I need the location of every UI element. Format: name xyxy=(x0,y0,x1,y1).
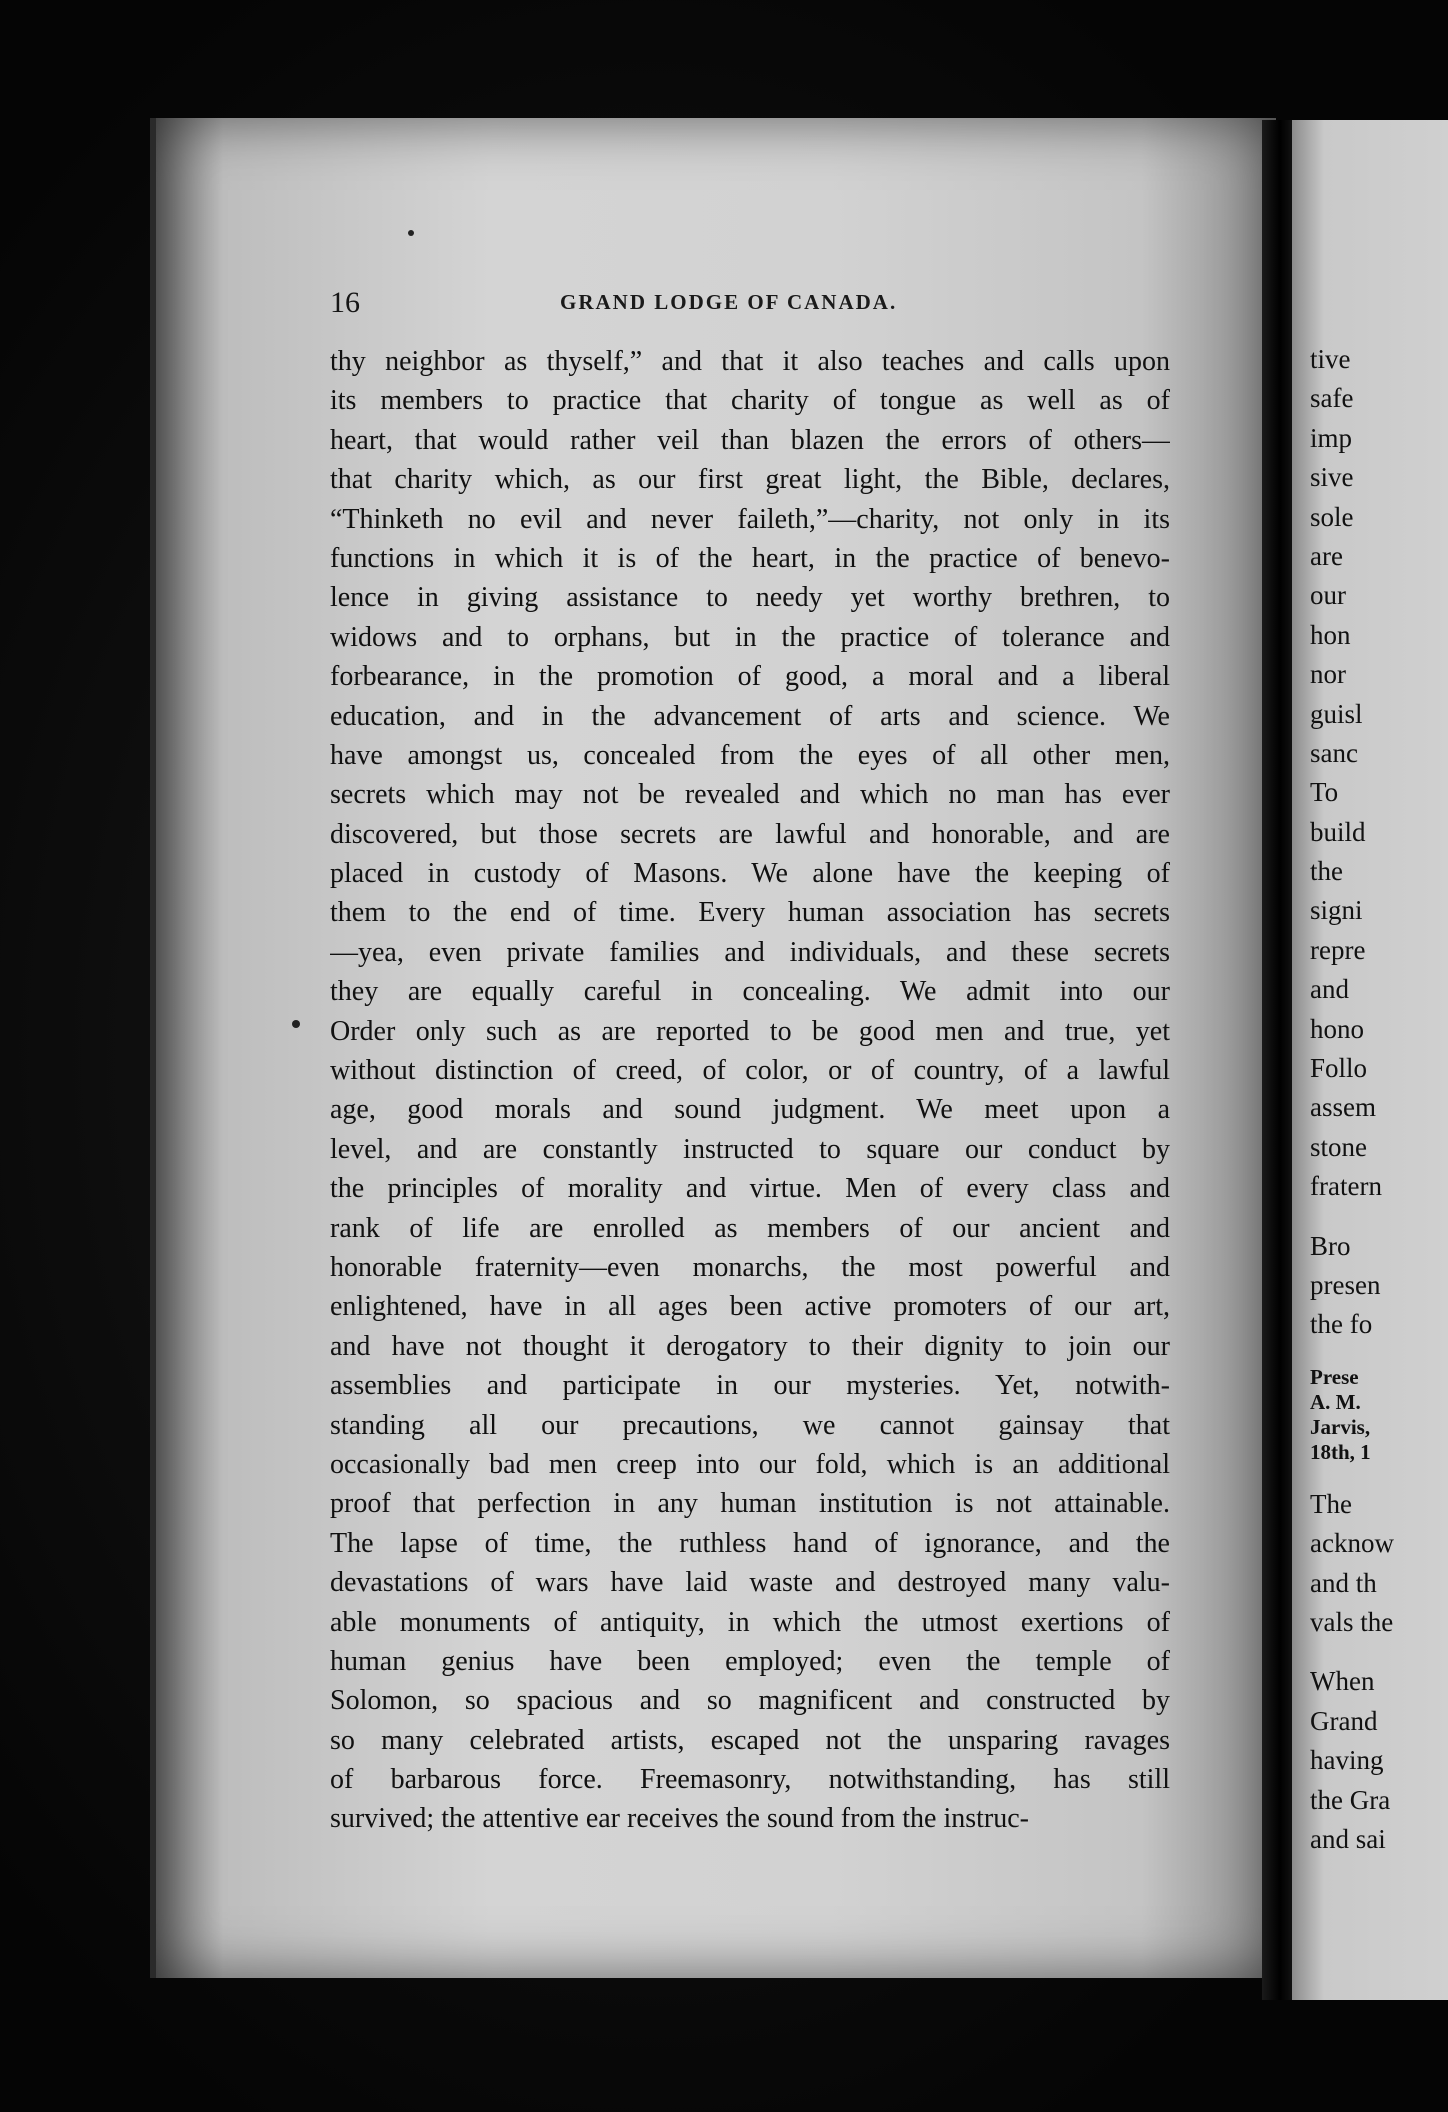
text-line: them to the end of time. Every human association has secrets xyxy=(330,897,1170,929)
right-page-line: safe xyxy=(1310,383,1354,414)
text-line: have amongst us, concealed from the eyes of all other men, xyxy=(330,739,1170,771)
text-line: rank of life are enrolled as members of our ancient and xyxy=(330,1212,1170,1244)
text-line: the principles of morality and virtue. Men of every class and xyxy=(330,1173,1170,1205)
right-page-line: 18th, 1 xyxy=(1310,1439,1371,1464)
right-page-line: assem xyxy=(1310,1092,1376,1123)
text-line: enlightened, have in all ages been active promoters of our art, xyxy=(330,1291,1170,1323)
right-page-line: signi xyxy=(1310,895,1363,926)
right-page-line: stone xyxy=(1310,1131,1367,1162)
text-line: able monuments of antiquity, in which the utmost exertions of xyxy=(330,1606,1170,1638)
text-line: widows and to orphans, but in the practice of tolerance and xyxy=(330,621,1170,653)
right-page-line: imp xyxy=(1310,422,1353,453)
text-line: proof that perfection in any human institution is not attainable. xyxy=(330,1488,1170,1520)
right-page-line: and th xyxy=(1310,1567,1377,1598)
text-line: devastations of wars have laid waste and destroyed many valu- xyxy=(330,1567,1170,1599)
ink-speck xyxy=(408,230,414,236)
right-page-line: To xyxy=(1310,777,1339,808)
right-page-line: sanc xyxy=(1310,737,1358,768)
paragraph-gap xyxy=(1310,1642,1448,1662)
text-line: education, and in the advancement of arts and science. We xyxy=(330,700,1170,732)
right-page-line: fratern xyxy=(1310,1171,1382,1202)
right-page-line: guisl xyxy=(1310,698,1363,729)
text-line: age, good morals and sound judgment. We meet upon a xyxy=(330,1094,1170,1126)
text-line: —yea, even private families and individuals, and these secrets xyxy=(330,936,1170,968)
page-number: 16 xyxy=(330,286,360,319)
right-page-line: Grand xyxy=(1310,1705,1378,1736)
right-page xyxy=(1292,120,1448,2000)
right-page-line: the xyxy=(1310,856,1343,887)
text-line: standing all our precautions, we cannot gainsay that xyxy=(330,1409,1170,1441)
paragraph-gap xyxy=(1310,1465,1448,1485)
right-page-line: the fo xyxy=(1310,1309,1373,1340)
text-line: functions in which it is of the heart, in the practice of benevo- xyxy=(330,542,1170,574)
text-line: heart, that would rather veil than blazen the errors of others— xyxy=(330,424,1170,456)
paragraph-gap xyxy=(1310,1345,1448,1365)
text-line: discovered, but those secrets are lawful and honorable, and are xyxy=(330,818,1170,850)
right-page-line: A. M. xyxy=(1310,1389,1361,1414)
paragraph-gap xyxy=(1310,1207,1448,1227)
text-line: assemblies and participate in our mysteries. Yet, notwith- xyxy=(330,1370,1170,1402)
text-line: thy neighbor as thyself,” and that it also teaches and calls upon xyxy=(330,346,1170,377)
book-gutter xyxy=(1262,120,1292,2000)
right-page-line: build xyxy=(1310,816,1366,847)
right-page-line: our xyxy=(1310,580,1346,611)
right-page-line: the Gra xyxy=(1310,1784,1391,1815)
right-page-line: hon xyxy=(1310,619,1351,650)
right-page-line: vals the xyxy=(1310,1606,1394,1637)
body-text xyxy=(330,342,1170,1839)
right-page-line: tive xyxy=(1310,344,1351,374)
right-page-line: Bro xyxy=(1310,1230,1351,1261)
right-page-line: The xyxy=(1310,1488,1352,1519)
right-page-line: presen xyxy=(1310,1269,1381,1300)
text-line: lence in giving assistance to needy yet worthy brethren, to xyxy=(330,582,1170,614)
text-line: honorable fraternity—even monarchs, the most powerful and xyxy=(330,1251,1170,1283)
running-head: GRAND LODGE OF CANADA. xyxy=(560,290,898,314)
text-line: of barbarous force. Freemasonry, notwithstanding, has still xyxy=(330,1764,1170,1796)
text-line: forbearance, in the promotion of good, a moral and a liberal xyxy=(330,661,1170,693)
right-page-line: Follo xyxy=(1310,1053,1368,1084)
text-line: level, and are constantly instructed to square our conduct by xyxy=(330,1133,1170,1165)
text-line: that charity which, as our first great light, the Bible, declares, xyxy=(330,464,1170,496)
text-line: Solomon, so spacious and so magnificent and constructed by xyxy=(330,1685,1170,1717)
text-line: “Thinketh no evil and never faileth,”—charity, not only in its xyxy=(330,503,1170,535)
right-page-line: repre xyxy=(1310,934,1366,965)
text-line: placed in custody of Masons. We alone have the keeping of xyxy=(330,858,1170,890)
right-page-line: When xyxy=(1310,1666,1375,1697)
text-line: survived; the attentive ear receives the sound from the instruc- xyxy=(330,1803,1029,1835)
text-line: occasionally bad men creep into our fold, which is an additional xyxy=(330,1448,1170,1480)
right-page-line: nor xyxy=(1310,659,1346,690)
right-page-line: having xyxy=(1310,1745,1384,1776)
page-header xyxy=(330,286,1180,326)
right-page-line: and sai xyxy=(1310,1823,1386,1854)
right-page-line: hono xyxy=(1310,1013,1364,1044)
ink-speck xyxy=(292,1020,300,1028)
text-line: human genius have been employed; even the temple of xyxy=(330,1645,1170,1677)
right-page-line: sive xyxy=(1310,462,1354,493)
right-page-line: sole xyxy=(1310,501,1354,532)
right-page-line: Prese xyxy=(1310,1364,1359,1389)
text-line: and have not thought it derogatory to their dignity to join our xyxy=(330,1330,1170,1362)
text-line: without distinction of creed, of color, or of country, of a lawful xyxy=(330,1055,1170,1087)
text-line: so many celebrated artists, escaped not the unsparing ravages xyxy=(330,1724,1170,1756)
right-page-line: acknow xyxy=(1310,1528,1394,1559)
text-line: its members to practice that charity of tongue as well as of xyxy=(330,385,1170,417)
text-line: they are equally careful in concealing. We admit into our xyxy=(330,976,1170,1008)
right-page-line: Jarvis, xyxy=(1310,1414,1371,1439)
text-line: secrets which may not be revealed and which no man has ever xyxy=(330,779,1170,811)
right-page-fragments xyxy=(1310,340,1448,1859)
text-line: Order only such as are reported to be good men and true, yet xyxy=(330,1015,1170,1047)
right-page-line: are xyxy=(1310,540,1343,571)
text-line: The lapse of time, the ruthless hand of ignorance, and the xyxy=(330,1527,1170,1559)
right-page-line: and xyxy=(1310,974,1349,1005)
